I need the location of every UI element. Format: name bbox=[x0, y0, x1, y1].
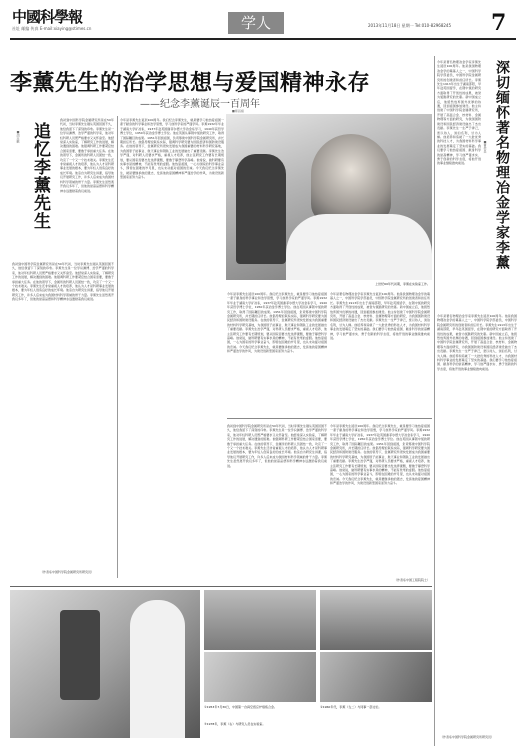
main-subtitle: ——纪念李薰诞辰一百周年 bbox=[140, 99, 260, 110]
newspaper-logo: 中國科學報 bbox=[12, 8, 83, 26]
left-article-body: 我初到中国科学院金属研究所是在50年代初，当时李薰先生刚从英国回国不久，他给我留下了深刻的印象。李薰先生是一位学识渊博、治学严谨的科学家，他对年轻科研人员既严格要求又关怀备至。他经常深入实验室，了解研究工作的进展，解决遇到的困难。他强调科研工作要紧密结合国家需要，要敢于承担重大任务。在他的领导下，金属所的科研人员团结一致，攻克了一个又一个技术难关。李薰先生还非常重视人才的培养，他认为人才是科研事业发展的根本，要为年轻人创造良好的成长环境。他亲自为研究生讲课，指导他们开展研究工作，许多人后来成为我国材料科学领域的骨干力量。李薰先生虽然离开我们多年了，但他的崇高品德和科学精神永远激励着我们前进。 bbox=[12, 262, 114, 302]
photo-discussion bbox=[204, 652, 316, 702]
middle-lower-col2: 今年是李薰先生诞辰100周年。我们纪念李薰先生，就是要学习他热爱祖国一辈子献身的科学事业和治学思想，学习他科学家的严谨学风。李薰1932年毕业于湖南大学矿冶系，1937年赴英国谢菲尔德大学冶金系学习，1940年获哲学博士学位，1950年获冶金学博士学位。他在英国从事钢中氢的研究工作，取得了国际瞩目的成果。1951年回到祖国，负责筹建中国科学院金属研究所，并长期担任所长。他倡导理论联系实际，强调科学研究要为国民经济和国防建设服务。在他的领导下，金属研究所很快发展成为我国重要的材料科学研究基地，为我国原子能事业、航天事业和钢铁工业的发展做出了重要贡献。李薰先生治学严谨，对科研人员要求严格，重视人才培养，他主张研究工作要有长期规划，要从国家需要出发选择课题，要敢于攀登科学高峰。他常说，做科研要有实事求是的精神，不能有丝毫的虚假。他热爱祖国，一心为国家的科学事业奋斗，即使在困难的岁月里，也从未动摇对祖国的忠诚。今天我们纪念李薰先生，就是要继承他的遗志，发扬他的爱国精神和严谨治学的作风，为建设创新型国家而努力奋斗。 bbox=[330, 424, 430, 486]
right-article-intro: 今年是著名物理冶金学家李薰先生诞辰100周年。他是我国物理冶金学的奠基人之一，中国科学院学部委员，中国科学院金属研究所的创建者和首任所长。李薰先生1913年出生于湖南邵阳，早年赴英国留学，在钢中氢的研究方面取得了开创性的成果，被誉为氢脆研究的先驱。新中国成立后，他毅然放弃国外优厚的待遇，回到祖国参加建设。他主持创建了中国科学院金属研究所，开展了高温合金、核材料、金属物理等方面的研究，为我国国防建设和国民经济建设做出了杰出贡献。李薰先生一生严于律己，宽以待人，淡泊名利，甘为人梯。他培养和造就了一大批优秀的科技人才，为我国材料科学事业的发展奠定了坚实的基础。我们要学习他热爱祖国、献身科学的崇高精神，学习他严谨求实、勇于创新的科学态度，将他开创的事业继续推向前进。 bbox=[437, 60, 481, 166]
page-number: 7 bbox=[491, 10, 507, 36]
photo-band-rule bbox=[10, 586, 432, 587]
lab-apparatus bbox=[60, 610, 100, 700]
lab-equipment bbox=[236, 154, 286, 264]
portrait-figure bbox=[311, 134, 391, 224]
main-byline: ■师昌绪 bbox=[232, 109, 244, 113]
left-article-intro: 我初到中国科学院金属研究所是在50年代初，当时李薰先生刚从英国回国不久，他给我留下了深刻的印象。李薰先生是一位学识渊博、治学严谨的科学家，他对年轻科研人员既严格要求又关怀备至。他经常深入实验室，了解研究工作的进展，解决遇到的困难。他强调科研工作要紧密结合国家需要，要敢于承担重大任务。在他的领导下，金属所的科研人员团结一致，攻克了一个又一个技术难关。李薰先生还非常重视人才的培养，他认为人才是科研事业发展的根本，要为年轻人创造良好的成长环境。他亲自为研究生讲课，指导他们开展研究工作，许多人后来成为我国材料科学领域的骨干力量。李薰先生虽然离开我们多年了，但他的崇高品德和科学精神永远激励着我们前进。 bbox=[60, 118, 114, 193]
middle-article-part2: 今年是著名物理冶金学家李薰先生诞辰100周年。他是我国物理冶金学的奠基人之一，中国科学院学部委员，中国科学院金属研究所的创建者和首任所长。李薰先生1913年出生于湖南邵阳，早年赴英国留学，在钢中氢的研究方面取得了开创性的成果，被誉为氢脆研究的先驱。新中国成立后，他毅然放弃国外优厚的待遇，回到祖国参加建设。他主持创建了中国科学院金属研究所，开展了高温合金、核材料、金属物理等方面的研究，为我国国防建设和国民经济建设做出了杰出贡献。李薰先生一生严于律己，宽以待人，淡泊名利，甘为人梯。他培养和造就了一大批优秀的科技人才，为我国材料科学事业的发展奠定了坚实的基础。我们要学习他热爱祖国、献身科学的崇高精神，学习他严谨求实、勇于创新的科学态度，将他开创的事业继续推向前进。 bbox=[330, 292, 430, 341]
middle-article-part1: 今年是李薰先生诞辰100周年。我们纪念李薰先生，就是要学习他热爱祖国一辈子献身的科学事业和治学思想，学习他科学家的严谨学风。李薰1932年毕业于湖南大学矿冶系，1937年赴英国谢菲尔德大学冶金系学习，1940年获哲学博士学位，1950年获冶金学博士学位。他在英国从事钢中氢的研究工作，取得了国际瞩目的成果。1951年回到祖国，负责筹建中国科学院金属研究所，并长期担任所长。他倡导理论联系实际，强调科学研究要为国民经济和国防建设服务。在他的领导下，金属研究所很快发展成为我国重要的材料科学研究基地，为我国原子能事业、航天事业和钢铁工业的发展做出了重要贡献。李薰先生治学严谨，对科研人员要求严格，重视人才培养，他主张研究工作要有长期规划，要从国家需要出发选择课题，要敢于攀登科学高峰。他常说，做科研要有实事求是的精神，不能有丝毫的虚假。他热爱祖国，一心为国家的科学事业奋斗，即使在困难的岁月里，也从未动摇对祖国的忠诚。今天我们纪念李薰先生，就是要继承他的遗志，发扬他的爱国精神和严谨治学的作风，为建设创新型国家而努力奋斗。 bbox=[227, 292, 327, 354]
portrait-photo bbox=[226, 114, 432, 280]
middle-source: （作者系中国工程院院士） bbox=[393, 578, 430, 582]
header-rule bbox=[10, 38, 516, 40]
right-article-title: 深切缅怀著名物理冶金学家李薰 bbox=[494, 60, 510, 270]
left-article-source: （作者系中国科学院金属研究所研究员） bbox=[40, 570, 95, 574]
photo-caption-1: ①1953年7月30日，中国第一台真空感应炉熔炼合金。 bbox=[204, 705, 278, 709]
portrait-shoulders bbox=[286, 214, 432, 280]
right-article-body: 今年是著名物理冶金学家李薰先生诞辰100周年。他是我国物理冶金学的奠基人之一，中国科学院学部委员，中国科学院金属研究所的创建者和首任所长。李薰先生1913年出生于湖南邵阳，早年赴英国留学，在钢中氢的研究方面取得了开创性的成果，被誉为氢脆研究的先驱。新中国成立后，他毅然放弃国外优厚的待遇，回到祖国参加建设。他主持创建了中国科学院金属研究所，开展了高温合金、核材料、金属物理等方面的研究，为我国国防建设和国民经济建设做出了杰出贡献。李薰先生一生严于律己，宽以待人，淡泊名利，甘为人梯。他培养和造就了一大批优秀的科技人才，为我国材料科学事业的发展奠定了坚实的基础。我们要学习他热爱祖国、献身科学的崇高精神，学习他严谨求实、勇于创新的科学态度，将他开创的事业继续推向前进。 bbox=[437, 314, 517, 371]
left-article-byline: ■胡壮麒 bbox=[16, 130, 20, 143]
issue-date: 2013年11月18日 星期一 Tel:010-82968245 bbox=[368, 23, 452, 28]
main-headline: 李薰先生的治学思想与爱国精神永存 bbox=[10, 70, 371, 96]
photo-group-lab bbox=[320, 590, 432, 650]
portrait-caption: 上世纪60年代初期，李薰在实验室工作。 bbox=[375, 282, 430, 286]
photo-portrait-old bbox=[320, 652, 432, 702]
column-rule bbox=[117, 116, 118, 578]
right-article-source: （作者系中国科学院金属研究所研究员） bbox=[440, 735, 495, 739]
photo-caption-3: ③1978年，李薰（右）与研究人员在实验室。 bbox=[204, 722, 266, 726]
left-article-title: 追忆李薰先生 bbox=[30, 122, 50, 230]
photo-lab-man bbox=[10, 590, 200, 738]
section-rule bbox=[227, 418, 432, 419]
masthead-info: 社址 邮编 传真 E-mail:xiaying@stimes.cn bbox=[12, 26, 92, 31]
main-article-body: 今年是李薰先生诞辰100周年。我们纪念李薰先生，就是要学习他热爱祖国一辈子献身的科学事业和治学思想，学习他科学家的严谨学风。李薰1932年毕业于湖南大学矿冶系，1937年赴英国谢菲尔德大学冶金系学习，1940年获哲学博士学位，1950年获冶金学博士学位。他在英国从事钢中氢的研究工作，取得了国际瞩目的成果。1951年回到祖国，负责筹建中国科学院金属研究所，并长期担任所长。他倡导理论联系实际，强调科学研究要为国民经济和国防建设服务。在他的领导下，金属研究所很快发展成为我国重要的材料科学研究基地，为我国原子能事业、航天事业和钢铁工业的发展做出了重要贡献。李薰先生治学严谨，对科研人员要求严格，重视人才培养，他主张研究工作要有长期规划，要从国家需要出发选择课题，要敢于攀登科学高峰。他常说，做科研要有实事求是的精神，不能有丝毫的虚假。他热爱祖国，一心为国家的科学事业奋斗，即使在困难的岁月里，也从未动摇对祖国的忠诚。今天我们纪念李薰先生，就是要继承他的遗志，发扬他的爱国精神和严谨治学的作风，为建设创新型国家而努力奋斗。 bbox=[120, 118, 224, 180]
middle-lower-col1: 我初到中国科学院金属研究所是在50年代初，当时李薰先生刚从英国回国不久，他给我留下了深刻的印象。李薰先生是一位学识渊博、治学严谨的科学家，他对年轻科研人员既严格要求又关怀备至。他经常深入实验室，了解研究工作的进展，解决遇到的困难。他强调科研工作要紧密结合国家需要，要敢于承担重大任务。在他的领导下，金属所的科研人员团结一致，攻克了一个又一个技术难关。李薰先生还非常重视人才的培养，他认为人才是科研事业发展的根本，要为年轻人创造良好的成长环境。他亲自为研究生讲课，指导他们开展研究工作，许多人后来成为我国材料科学领域的骨干力量。李薰先生虽然离开我们多年了，但他的崇高品德和科学精神永远激励着我们前进。 bbox=[227, 424, 327, 468]
lab-person bbox=[130, 600, 185, 738]
right-article-byline: ■曹荣昌 bbox=[483, 140, 487, 153]
photo-caption-2: ②1960年代，李薰（左二）与同事一起讨论。 bbox=[320, 705, 382, 709]
column-rule bbox=[434, 56, 435, 746]
section-label: 学人 bbox=[228, 12, 284, 34]
photo-group-meeting bbox=[204, 590, 316, 650]
